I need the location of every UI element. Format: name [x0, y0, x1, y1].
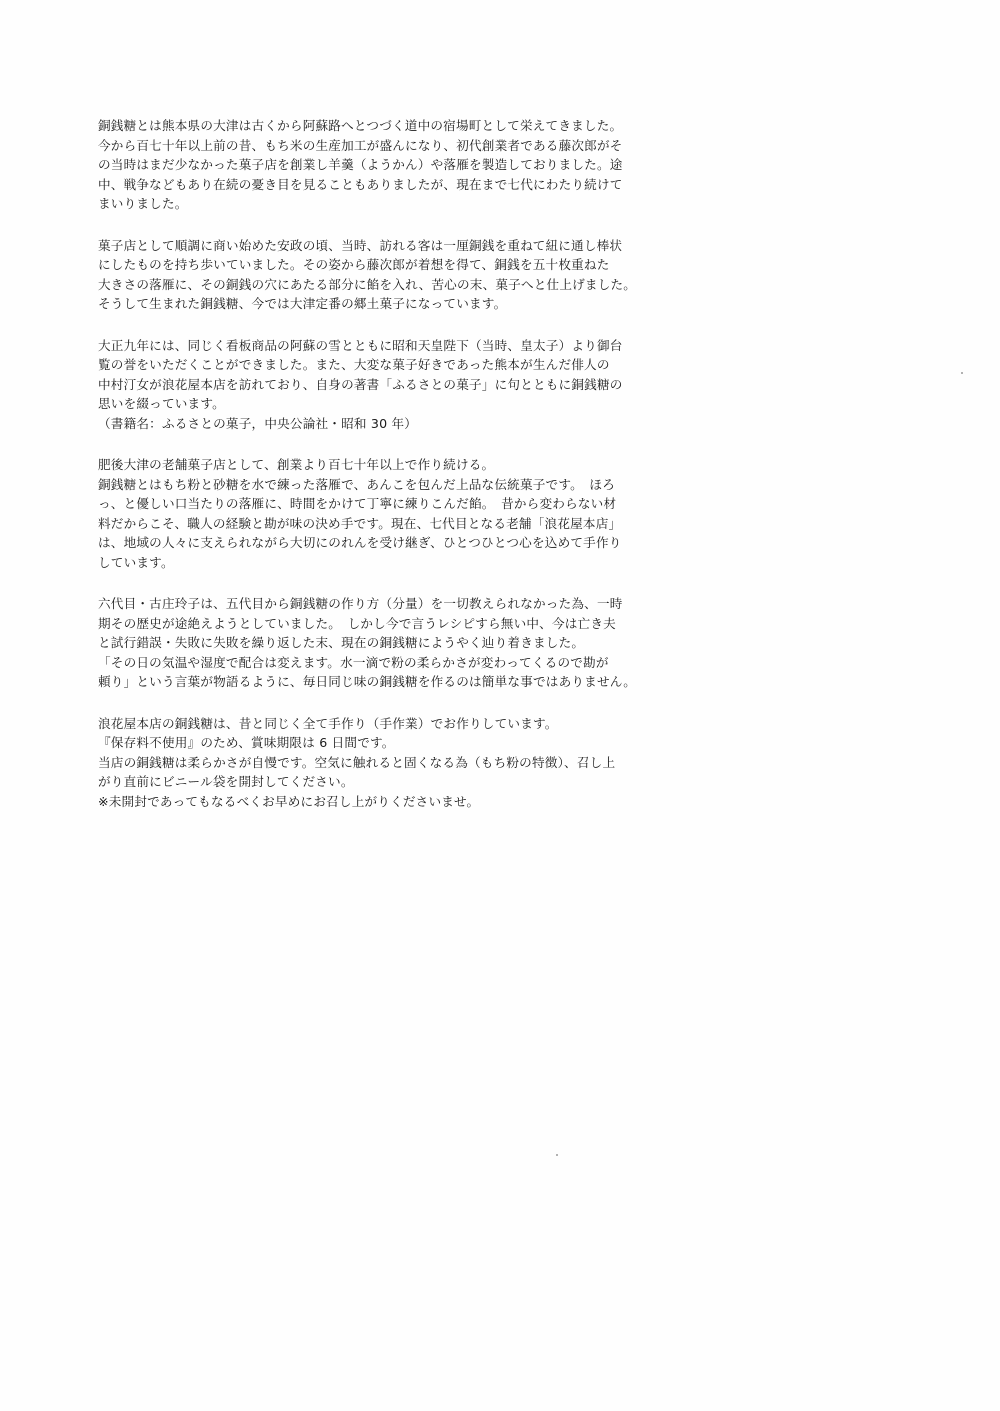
text-line: 頼り」という言葉が物語るように、毎日同じ味の銅銭糖を作るのは簡単な事ではありません。 [98, 674, 637, 689]
text-line: 大きさの落雁に、その銅銭の穴にあたる部分に餡を入れ、苦心の末、菓子へと仕上げました。 [98, 276, 637, 292]
text-line: 期その歴史が途絶えようとしていました。 しかし今で言うレシピすら無い中、今は亡き夫 [98, 615, 616, 631]
text-line: 当店の銅銭糖は柔らかさが自慢です。空気に触れると固くなる為（もち粉の特徴）、召し上 [98, 754, 616, 770]
paragraph-origin [98, 116, 623, 214]
text-line: 浪花屋本店の銅銭糖は、昔と同じく全て手作り（手作業）でお作りしています。 [98, 715, 558, 731]
text-line: しています。 [98, 554, 174, 570]
text-line: まいりました。 [98, 196, 188, 211]
text-line: 覧の誉をいただくことができました。また、大変な菓子好きであった熊本が生んだ俳人の [98, 357, 610, 372]
text-line: は、地域の人々に支えられながら大切にのれんを受け継ぎ、ひとつひとつ心を込めて手作り [98, 535, 622, 550]
scan-speck [556, 1154, 558, 1156]
paragraph-shop-intro [98, 455, 622, 572]
text-line: 料だからこそ、職人の経験と勘が味の決め手です。現在、七代目となる老舗「浪花屋本店」 [98, 515, 622, 531]
text-line: 肥後大津の老舗菓子店として、創業より百七十年以上で作り続ける。 [98, 457, 495, 472]
text-line: そうして生まれた銅銭糖、今では大津定番の郷土菓子になっています。 [98, 296, 507, 311]
text-line: 菓子店として順調に商い始めた安政の頃、当時、訪れる客は一厘銅銭を重ねて紐に通し棒状 [98, 237, 623, 253]
text-line: 思いを綴っています。 [98, 396, 225, 411]
text-line: 『保存料不使用』のため、賞味期限は 6 日間です。 [98, 735, 395, 750]
text-line: にしたものを持ち歩いていました。その姿から藤次郎が着想を得て、銅銭を五十枚重ねた [98, 257, 610, 272]
text-line: 銅銭糖とは熊本県の大津は古くから阿蘇路へとつづく道中の宿場町として栄えてきました。 [98, 118, 623, 133]
text-line: 中、戦争などもあり在続の憂き目を見ることもありましたが、現在まで七代にわたり続けて [98, 176, 623, 192]
paragraph-sixth-generation [98, 594, 637, 692]
text-line: 「その日の気温や湿度で配合は変えます。水一滴で粉の柔らかさが変わってくるので勘が [98, 654, 609, 670]
text-line: ※未開封であってもなるべくお早めにお召し上がりくださいませ。 [98, 793, 480, 809]
paragraph-ansei [98, 236, 637, 314]
paragraph-taisho [98, 336, 623, 434]
text-line: 銅銭糖とはもち粉と砂糖を水で練った落雁で、あんこを包んだ上品な伝統菓子です。 ほろ [98, 476, 615, 492]
paragraph-storage-notice [98, 714, 618, 812]
text-line: っ、と優しい口当たりの落雁に、時間をかけて丁寧に練りこんだ餡。 昔から変わらない材 [98, 496, 617, 511]
text-line: がり直前にビニール袋を開封してください。 [98, 774, 354, 789]
text-line: 六代目・古庄玲子は、五代目から銅銭糖の作り方（分量）を一切教えられなかった為、一時 [98, 596, 623, 611]
text-line: の当時はまだ少なかった菓子店を創業し羊羹（ようかん）や落雁を製造しておりました。途 [98, 157, 623, 172]
text-line: 今から百七十年以上前の昔、もち米の生産加工が盛んになり、初代創業者である藤次郎がそ [98, 137, 623, 153]
scan-speck [961, 372, 963, 374]
text-line: 中村汀女が浪花屋本店を訪れており、自身の著書「ふるさとの菓子」に句とともに銅銭糖の [98, 376, 623, 392]
book-citation: （書籍名：ふるさとの菓子，中央公論社・昭和 30 年） [98, 415, 418, 431]
document-body [98, 116, 637, 833]
text-line: 大正九年には、同じく看板商品の阿蘇の雪とともに昭和天皇陛下（当時、皇太子）より御台 [98, 337, 623, 353]
text-line: と試行錯誤・失敗に失敗を繰り返した末、現在の銅銭糖にようやく辿り着きました。 [98, 635, 585, 650]
